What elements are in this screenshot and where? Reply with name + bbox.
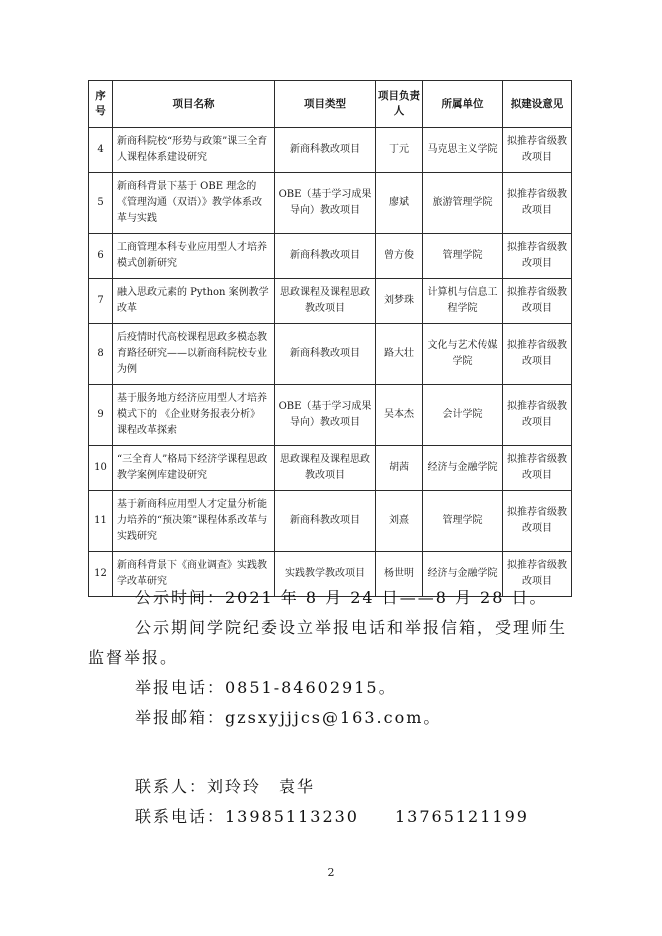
cell-unit: 计算机与信息工程学院 xyxy=(423,279,503,324)
cell-opinion: 拟推荐省级教改项目 xyxy=(503,324,572,385)
column-header-project-name: 项目名称 xyxy=(113,81,275,128)
cell-project-type: 新商科教改项目 xyxy=(275,324,376,385)
table-row xyxy=(89,491,572,552)
cell-no: 10 xyxy=(89,446,113,491)
table-row xyxy=(89,234,572,279)
cell-project-name: 工商管理本科专业应用型人才培养模式创新研究 xyxy=(113,234,275,279)
table-row xyxy=(89,128,572,173)
cell-unit: 管理学院 xyxy=(423,491,503,552)
cell-project-name: 基于服务地方经济应用型人才培养模式下的 《企业财务报表分析》课程改革探索 xyxy=(113,385,275,446)
cell-leader: 刘梦珠 xyxy=(376,279,423,324)
cell-project-name: 新商科院校“形势与政策”课三全育人课程体系建设研究 xyxy=(113,128,275,173)
cell-project-name: 后疫情时代高校课程思政多模态教育路径研究——以新商科院校专业为例 xyxy=(113,324,275,385)
cell-opinion: 拟推荐省级教改项目 xyxy=(503,128,572,173)
cell-leader: 丁元 xyxy=(376,128,423,173)
page-number: 2 xyxy=(327,866,335,879)
cell-opinion: 拟推荐省级教改项目 xyxy=(503,279,572,324)
cell-leader: 路大壮 xyxy=(376,324,423,385)
cell-unit: 经济与金融学院 xyxy=(423,552,503,597)
cell-unit: 经济与金融学院 xyxy=(423,446,503,491)
cell-no: 5 xyxy=(89,173,113,234)
cell-no: 9 xyxy=(89,385,113,446)
table-header xyxy=(89,81,572,128)
cell-project-name: 基于新商科应用型人才定量分析能力培养的“预决策”课程体系改革与实践研究 xyxy=(113,491,275,552)
cell-no: 6 xyxy=(89,234,113,279)
table-row xyxy=(89,279,572,324)
table-row xyxy=(89,173,572,234)
cell-unit: 管理学院 xyxy=(423,234,503,279)
column-header-leader: 项目负责人 xyxy=(376,81,423,128)
cell-unit: 会计学院 xyxy=(423,385,503,446)
cell-project-name: 融入思政元素的 Python 案例教学改革 xyxy=(113,279,275,324)
report-channels-line: 公示期间学院纪委设立举报电话和举报信箱，受理师生监督举报。 xyxy=(88,618,568,667)
cell-project-type: 新商科教改项目 xyxy=(275,491,376,552)
report-phone-line: 举报电话：0851-84602915。 xyxy=(135,678,397,697)
table-row xyxy=(89,385,572,446)
cell-opinion: 拟推荐省级教改项目 xyxy=(503,446,572,491)
contact-phone-line: 联系电话：13985113230 13765121199 xyxy=(135,807,529,826)
column-header-unit: 所属单位 xyxy=(423,81,503,128)
cell-leader: 曾方俊 xyxy=(376,234,423,279)
cell-project-type: 实践教学教改项目 xyxy=(275,552,376,597)
cell-opinion: 拟推荐省级教改项目 xyxy=(503,385,572,446)
column-header-project-type: 项目类型 xyxy=(275,81,376,128)
cell-project-type: 新商科教改项目 xyxy=(275,234,376,279)
cell-unit: 旅游管理学院 xyxy=(423,173,503,234)
column-header-no: 序号 xyxy=(89,81,113,128)
cell-no: 12 xyxy=(89,552,113,597)
cell-leader: 刘熹 xyxy=(376,491,423,552)
cell-project-type: OBE（基于学习成果导向）教改项目 xyxy=(275,173,376,234)
cell-leader: 胡茜 xyxy=(376,446,423,491)
cell-project-type: OBE（基于学习成果导向）教改项目 xyxy=(275,385,376,446)
cell-project-name: 新商科背景下《商业调查》实践教学改革研究 xyxy=(113,552,275,597)
notice-text-block xyxy=(88,583,578,832)
table-row xyxy=(89,324,572,385)
cell-opinion: 拟推荐省级教改项目 xyxy=(503,173,572,234)
cell-project-type: 新商科教改项目 xyxy=(275,128,376,173)
cell-no: 8 xyxy=(89,324,113,385)
contact-person-line: 联系人：刘玲玲 袁华 xyxy=(135,777,316,796)
cell-project-type: 思政课程及课程思政教改项目 xyxy=(275,279,376,324)
cell-unit: 文化与艺术传媒学院 xyxy=(423,324,503,385)
cell-project-name: “三全育人”格局下经济学课程思政教学案例库建设研究 xyxy=(113,446,275,491)
cell-opinion: 拟推荐省级教改项目 xyxy=(503,491,572,552)
cell-leader: 廖斌 xyxy=(376,173,423,234)
column-header-opinion: 拟建设意见 xyxy=(503,81,572,128)
project-list-table xyxy=(88,80,572,597)
table-body xyxy=(89,128,572,597)
cell-no: 7 xyxy=(89,279,113,324)
cell-project-name: 新商科背景下基于 OBE 理念的《管理沟通（双语）》教学体系改革与实践 xyxy=(113,173,275,234)
cell-no: 11 xyxy=(89,491,113,552)
publicity-time-line: 公示时间：2021 年 8 月 24 日——8 月 28 日。 xyxy=(135,588,548,607)
cell-unit: 马克思主义学院 xyxy=(423,128,503,173)
cell-leader: 杨世明 xyxy=(376,552,423,597)
report-email-line: 举报邮箱：gzsxyjjjcs@163.com。 xyxy=(135,708,442,727)
table-row xyxy=(89,446,572,491)
cell-opinion: 拟推荐省级教改项目 xyxy=(503,234,572,279)
cell-opinion: 拟推荐省级教改项目 xyxy=(503,552,572,597)
cell-project-type: 思政课程及课程思政教改项目 xyxy=(275,446,376,491)
cell-no: 4 xyxy=(89,128,113,173)
cell-leader: 吴本杰 xyxy=(376,385,423,446)
table-header-row xyxy=(89,81,572,128)
